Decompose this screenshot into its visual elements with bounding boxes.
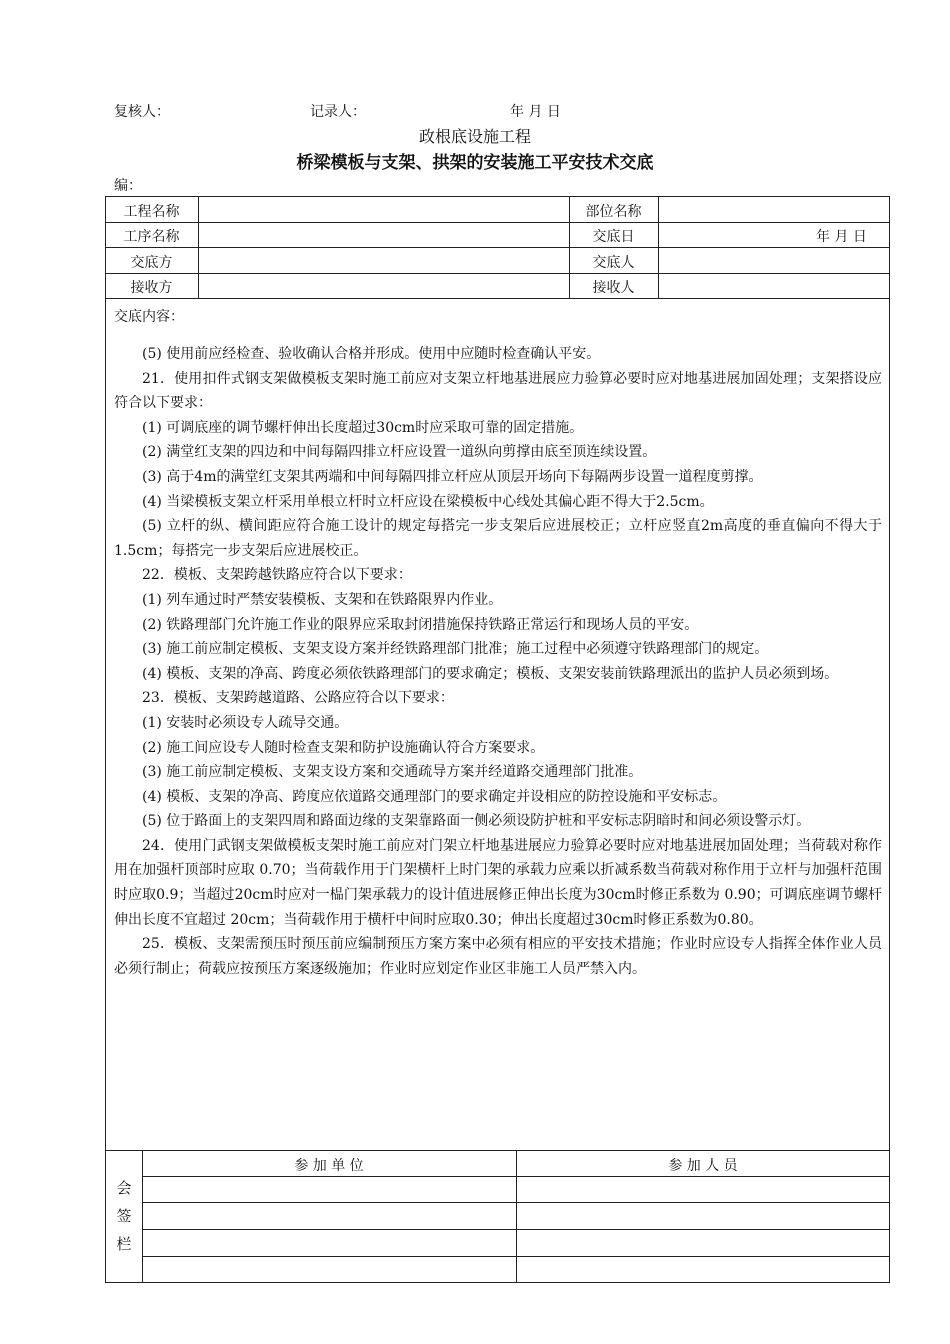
document-title: 桥梁模板与支架、拱架的安装施工平安技术交底 bbox=[296, 153, 654, 173]
handover-date-label: 交底日 bbox=[592, 229, 635, 245]
sign-section-label bbox=[106, 1150, 142, 1282]
row-divider bbox=[142, 1202, 890, 1203]
content-paragraph: 25．模板、支架需预压时预压前应编制预压方案方案中必须有相应的平安技术措施；作业时应设专人指挥全体作业人员必须行制止；荷载应按预压方案逐级施加；作业时应划定作业区非施工人员严禁入内。 bbox=[114, 936, 882, 977]
content-paragraph: 22．模板、支架跨越铁路应符合以下要求： bbox=[142, 567, 412, 584]
participating-unit-header: 参 加 单 位 bbox=[294, 1158, 364, 1174]
section-name-label: 部位名称 bbox=[585, 204, 642, 220]
handover-date-value: 年 月 日 bbox=[816, 229, 867, 245]
content-paragraph: 23．模板、支架跨越道路、公路应符合以下要求： bbox=[142, 690, 454, 707]
content-paragraph: (3) 施工前应制定模板、支架支设方案并经铁路理部门批准；施工过程中必须遵守铁路理部门的规定。 bbox=[142, 641, 769, 658]
content-paragraph: (3) 高于4m的满堂红支架其两端和中间每隔四排立杆应从顶层开场向下每隔两步设置一道程度剪撑。 bbox=[142, 468, 763, 485]
content-paragraph: (3) 施工前应制定模板、支架支设方案和交通疏导方案并经道路交通理部门批准。 bbox=[142, 764, 643, 781]
row-divider bbox=[142, 1229, 890, 1230]
content-paragraph: (2) 施工间应设专人随时检查支架和防护设施确认符合方案要求。 bbox=[142, 739, 545, 756]
content-paragraph: (1) 列车通过时严禁安装模板、支架和在铁路限界内作业。 bbox=[142, 591, 503, 608]
content-paragraph: (1) 安装时必须设专人疏导交通。 bbox=[142, 714, 349, 731]
column-divider bbox=[658, 196, 659, 298]
content-paragraph: (2) 满堂红支架的四边和中间每隔四排立杆应设置一道纵向剪撑由底至顶连续设置。 bbox=[142, 444, 657, 461]
sign-label-char: 栏 bbox=[116, 1235, 132, 1253]
content-paragraph: (2) 铁路理部门允许施工作业的限界应采取封闭措施保持铁路正常运行和现场人员的平安。 bbox=[142, 616, 699, 633]
content-paragraph: (4) 模板、支架的净高、跨度应依道路交通理部门的要求确定并设相应的防控设施和平安标志。 bbox=[142, 788, 727, 805]
recorder-label: 记录人： bbox=[310, 104, 366, 120]
content-label: 交底内容： bbox=[114, 309, 184, 325]
content-paragraph: (4) 模板、支架的净高、跨度必须依铁路理部门的要求确定；模板、支架安装前铁路理派出的监护人员必须到场。 bbox=[142, 665, 839, 682]
content-paragraph: (1) 可调底座的调节螺杆伸出长度超过30cm时应采取可靠的固定措施。 bbox=[142, 419, 584, 436]
row-divider bbox=[105, 298, 890, 299]
handover-person-label: 交底人 bbox=[592, 255, 635, 271]
sign-label-char: 会 bbox=[116, 1179, 132, 1197]
row-divider bbox=[105, 222, 890, 223]
content-paragraph: (5) 使用前应经检查、验收确认合格并形成。使用中应随时检查确认平安。 bbox=[142, 346, 601, 362]
column-divider bbox=[198, 196, 199, 298]
content-paragraph: 21．使用扣件式钢支架做模板支架时施工前应对支架立杆地基进展应力验算必要时应对地基进展加固处理；支架搭设应符合以下要求： bbox=[114, 370, 882, 412]
project-name-label: 工程名称 bbox=[123, 204, 180, 220]
row-divider bbox=[142, 1256, 890, 1257]
handover-content bbox=[114, 342, 882, 981]
date-label: 年 月 日 bbox=[510, 104, 561, 120]
reviewer-label: 复核人： bbox=[114, 104, 170, 120]
sign-label-char: 签 bbox=[116, 1207, 132, 1225]
content-paragraph: (5) 位于路面上的支架四周和路面边缘的支架靠路面一侧必须设防护桩和平安标志阴暗时和间必须设警示灯。 bbox=[142, 813, 811, 830]
document-subtitle: 政根底设施工程 bbox=[418, 127, 531, 146]
bian-label: 编： bbox=[114, 178, 142, 194]
handover-party-label: 交底方 bbox=[130, 255, 173, 271]
receiver-party-label: 接收方 bbox=[130, 280, 173, 296]
row-divider bbox=[105, 247, 890, 248]
participating-people-header: 参 加 人 员 bbox=[668, 1158, 738, 1174]
row-divider bbox=[105, 273, 890, 274]
process-name-label: 工序名称 bbox=[123, 229, 180, 245]
content-paragraph: (4) 当梁模板支架立杆采用单根立杆时立杆应设在梁模板中心线处其偏心距不得大于2.5cm。 bbox=[142, 493, 714, 510]
row-divider bbox=[142, 1176, 890, 1177]
sign-section-divider bbox=[105, 1150, 890, 1151]
content-paragraph: 24．使用门武钢支架做模板支架时施工前应对门架立杆地基进展应力验算必要时应对地基进展加固处理；当荷载对称作用在加强杆顶部时应取 0.70；当荷载作用于门架横杆上时门架的承载力应乘以折减系数当荷载对称作用于立杆与加强杆范围时应取0.9；当超过20cm时应对一榀门架承载力的设计值进展修正伸出长度为30cm时修正系数为 0.90；可调底座调节螺杆伸出长度不宜超过 20cm；当荷载作用于横杆中间时应取0.30；伸出长度超过30cm时修正系数为0.80。 bbox=[114, 837, 882, 928]
receiver-person-label: 接收人 bbox=[592, 280, 635, 296]
content-paragraph: (5) 立杆的纵、横间距应符合施工设计的规定每搭完一步支架后应进展校正；立杆应竖直2m高度的垂直偏向不得大于1.5cm；每搭完一步支架后应进展校正。 bbox=[114, 518, 882, 559]
